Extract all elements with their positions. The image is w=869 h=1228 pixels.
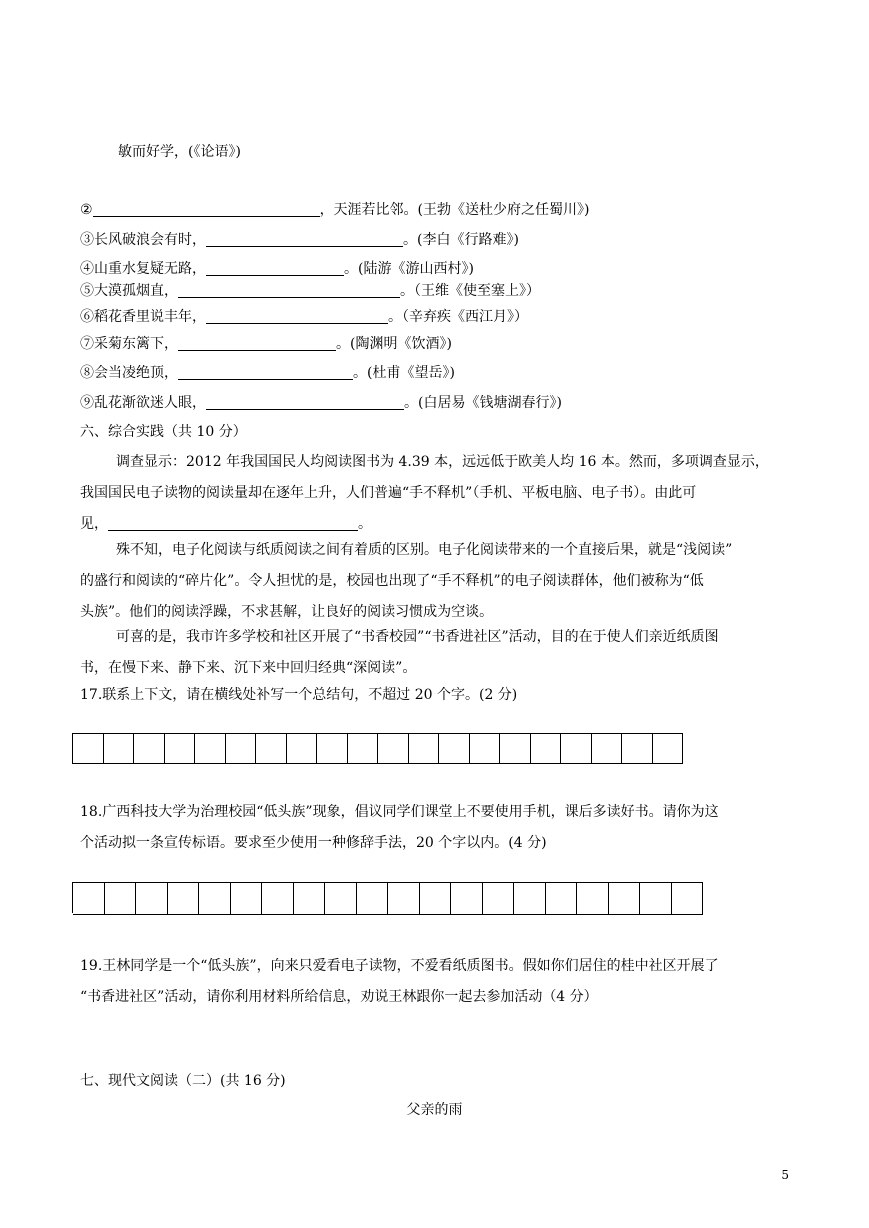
answer-box[interactable] (561, 733, 592, 764)
answer-box[interactable] (439, 733, 470, 764)
answer-blank[interactable] (206, 261, 344, 276)
answer-blank[interactable] (206, 232, 403, 247)
answer-box[interactable] (357, 882, 389, 915)
answer-blank[interactable] (206, 395, 404, 410)
poem-line-4: ④山重水复疑无路， 。(陆游《游山西村》) (80, 261, 474, 277)
answer-box[interactable] (514, 882, 546, 915)
answer-box[interactable] (451, 882, 483, 915)
answer-box[interactable] (592, 733, 623, 764)
answer-box[interactable] (640, 882, 672, 915)
answer-box[interactable] (500, 733, 531, 764)
answer-box[interactable] (546, 882, 578, 915)
answer-box[interactable] (470, 733, 501, 764)
answer-box[interactable] (577, 882, 609, 915)
answer-blank[interactable] (178, 365, 353, 380)
answer-box[interactable] (531, 733, 562, 764)
answer-box[interactable] (165, 733, 196, 764)
answer-box[interactable] (317, 733, 348, 764)
answer-box[interactable] (104, 733, 135, 764)
answer-blank[interactable] (178, 336, 336, 351)
summary-blank[interactable] (108, 516, 358, 531)
intro-line: 敏而好学，(《论语》) (118, 144, 241, 160)
answer-box[interactable] (262, 882, 294, 915)
answer-box[interactable] (136, 882, 168, 915)
poem-line-3: ③长风破浪会有时， 。(李白《行路难》) (80, 232, 519, 248)
answer-blank[interactable] (206, 309, 388, 324)
answer-grid-17[interactable] (72, 733, 683, 764)
question-17: 17.联系上下文，请在横线处补写一个总结句，不超过 20 个字。(2 分) (80, 687, 518, 703)
answer-box[interactable] (622, 733, 653, 764)
answer-blank[interactable] (178, 283, 400, 298)
answer-box[interactable] (134, 733, 165, 764)
answer-grid-18[interactable] (72, 882, 703, 913)
answer-box[interactable] (105, 882, 137, 915)
answer-box[interactable] (325, 882, 357, 915)
answer-box[interactable] (294, 882, 326, 915)
answer-box[interactable] (609, 882, 641, 915)
answer-blank[interactable] (93, 202, 320, 217)
answer-box[interactable] (378, 733, 409, 764)
answer-box[interactable] (672, 882, 704, 915)
answer-box[interactable] (226, 733, 257, 764)
poem-line-5: ⑤大漠孤烟直， 。（王维《使至塞上》） (80, 283, 540, 299)
answer-box[interactable] (420, 882, 452, 915)
poem-line-8: ⑧会当凌绝顶， 。(杜甫《望岳》) (80, 365, 455, 381)
question-19: 19.王林同学是一个“低头族”，向来只爱看电子读物，不爱看纸质图书。假如你们居住的桂中社区开展了 “书香进社区”活动，请你利用材料所给信息，劝说王林跟你一起去参加活动（4 分） (80, 958, 719, 1005)
paragraph-3: 可喜的是，我市许多学校和社区开展了“书香校园”“书香进社区”活动，目的在于使人们亲近纸质图 书，在慢下来、静下来、沉下来中回归经典“深阅读”。 (80, 629, 719, 676)
paragraph-2: 殊不知，电子化阅读与纸质阅读之间有着质的区别。电子化阅读带来的一个直接后果，就是“浅阅读” 的盛行和阅读的“碎片化”。令人担忧的是，校园也出现了“手不释机”的电子阅读群体，他们被称为“低 头族”。他们的阅读浮躁，不求甚解，让良好的阅读习惯成为空谈。 (80, 542, 733, 620)
answer-box[interactable] (287, 733, 318, 764)
answer-box[interactable] (388, 882, 420, 915)
answer-box[interactable] (73, 733, 104, 764)
poem-line-2: ② ，天涯若比邻。(王勃《送杜少府之任蜀川》) (80, 202, 590, 218)
answer-box[interactable] (195, 733, 226, 764)
answer-box[interactable] (653, 733, 684, 764)
answer-box[interactable] (73, 882, 105, 915)
paragraph-1: 调查显示：2012 年我国国民人均阅读图书为 4.39 本，远远低于欧美人均 16 本。然而，多项调查显示， 我国国民电子读物的阅读量却在逐年上升，人们普遍“手不释机”（手机、平板电脑、电子书）。由此可 见， 。 (80, 454, 769, 532)
question-18: 18.广西科技大学为治理校园“低头族”现象，倡议同学们课堂上不要使用手机，课后多读好书。请你为这 个活动拟一条宣传标语。要求至少使用一种修辞手法，20 个字以内。(4 分) (80, 804, 719, 851)
article-title: 父亲的雨 (406, 1102, 463, 1118)
poem-line-6: ⑥稻花香里说丰年， 。（辛弃疾《西江月》） (80, 309, 528, 325)
answer-box[interactable] (256, 733, 287, 764)
answer-box[interactable] (409, 733, 440, 764)
answer-box[interactable] (483, 882, 515, 915)
section-heading: 七、现代文阅读（二）(共 16 分) (80, 1073, 286, 1089)
page-number: 5 (781, 1168, 789, 1182)
answer-box[interactable] (168, 882, 200, 915)
answer-box[interactable] (199, 882, 231, 915)
section-heading: 六、综合实践（共 10 分） (80, 424, 247, 440)
poem-line-9: ⑨乱花渐欲迷人眼， 。(白居易《钱塘湖春行》) (80, 395, 562, 411)
answer-box[interactable] (348, 733, 379, 764)
answer-box[interactable] (231, 882, 263, 915)
poem-line-7: ⑦采菊东篱下， 。(陶渊明《饮酒》) (80, 336, 452, 352)
